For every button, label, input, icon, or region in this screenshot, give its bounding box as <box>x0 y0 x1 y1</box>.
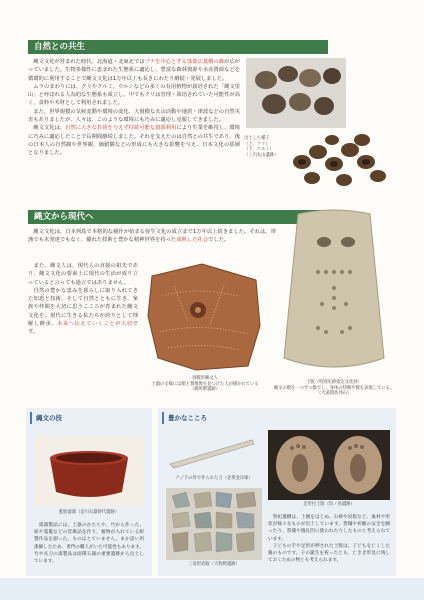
lacquer-caption: 藍胎漆器（是川石器時代遺跡） <box>58 510 120 515</box>
section1-para3: また、世界規模の気候変動や環境の変化、大規模な火山活動や地震・津波などの自然災害もありましたが、人々は、このような環境にも巧みに適応し克服してきました。 <box>28 108 240 124</box>
footprint-plates-caption: 足形付土版（垣ノ島遺跡） <box>303 502 355 507</box>
panel-title: 縄文の技 <box>30 412 62 424</box>
section-title: 自然との共生 <box>34 42 86 52</box>
pottery-caption: 羽幌形縄文人 土器の文様には顔と想像像を見つけた人が描かれている （御所野遺跡） <box>151 376 259 392</box>
panel-title: 豊かなこころ <box>162 412 207 424</box>
clay-tablet-photo <box>278 208 390 376</box>
stone-tablets-caption: 三角形岩版（大牧野遺跡） <box>188 562 240 567</box>
section1-para1-b: が広がっていました。生物多様性に恵まれた生態系に適応し、豊富な森林資源や水産資源などを循環的に利用することで縄文文化は1万年以上も長きにわたり継続・発展しました。 <box>28 59 240 82</box>
pottery-fragment-photo <box>144 262 264 372</box>
section2-para1-highlight: 成熟した社会 <box>176 237 209 244</box>
whale-bone-caption: クジラの骨で作られた刀（北黄金貝塚） <box>175 476 253 481</box>
whale-bone-blade-photo <box>166 434 258 474</box>
section1-para4-highlight: 自然に大きな負荷を与えず持続可能な資源利用 <box>65 125 177 132</box>
seeds-chestnut-photo <box>246 58 346 128</box>
section1-para4-a: 縄文文化は、 <box>28 125 66 132</box>
panel-jomon-technique <box>26 408 152 576</box>
section1-para4-b: により生業を維持し、環境に巧みに適応したことで長期間継続しました。それを支えたのは自然との共生であり、後の日本人の自然観や世界観、価値観などの形成にも大きな影響を与え、日本文化の基層となりました。 <box>28 125 240 157</box>
section-header-nature <box>28 40 328 54</box>
clay-tablet-caption: 土版（特別史跡指定文化財） 縄文の数を一つずつ数でし、身体の特徴や数を表現している。 （大湯環状列石） <box>273 380 395 396</box>
panel-rich-spirit <box>158 408 396 576</box>
section2-para3-end: です。 <box>28 321 138 336</box>
footer-band <box>0 578 424 600</box>
section2-body <box>28 262 138 337</box>
section1-body <box>28 58 240 158</box>
stone-tablets-photo <box>166 488 262 560</box>
lacquer-vessel-photo <box>34 436 144 506</box>
seeds-walnut-photo <box>288 130 388 188</box>
section2-para1-a: 縄文文化は、日本列島で本格的な稲作が始まる弥生文化の成立まで1万年以上続きました。それは、帯漁でも未発達でもなく、優れた技術と豊かな精神世界を持った <box>28 229 276 244</box>
panel-left-body: 漆器製品には、土器のかたちや、竹から作った、紐や篭籠などの装飾品を作り、植物が入れている組製作品を創った。ものはとていません。まか語い用漆細したため、専門の職人がいた可能性もあります。竹や長刀の漆製品は面積石器の重要遺跡から出土しています。 <box>34 523 144 565</box>
section2-para3: 自然の豊かな恵みを暮らしに取り入れてきた知恵と技術、そして自然とともに生き、家族や仲間を大切に思うこころが育まれた縄文文化を、現代に生きる私たちが誇りとして理解し継承、 <box>28 287 138 328</box>
panel-right-body: 祭祀遺構は、土偶をはじめ、石棒や岩版など、素材や形状が様々なものが出土しています。豊穣や祈願の安全を願ったり、祭儀や儀礼的に使われたりしたものと考えられています。 子どもの手や足形が押された土版は、子どもを亡くした親のものです。子の誕生を祝ったとも、亡きき形見に残しておくための物とも考えられます。 <box>268 515 390 564</box>
section1-para1-highlight: ブナを中心とする落葉広葉樹の森 <box>144 59 225 65</box>
section-title: 縄文から現代へ <box>34 212 94 222</box>
footprint-plates-photo <box>268 430 390 500</box>
section1-para2: ムラのまわりには、クリやクルミ、ウルシなどの多くの有用植物が栽培された「縄文里山」と呼ばれる人為的な生態系も成立し、中でもクリは管理・栽培されていた可能性が高く、食料や木材として利用されました。 <box>28 83 240 107</box>
seeds-caption: 出土した種子 （上：クリ） （下：クルミ） （三内丸山遺跡） <box>244 136 279 158</box>
section2-intro <box>28 228 276 245</box>
section2-para2: また、縄文人は、現代人の直接の祖先であり、縄文文化の要素上に現代の生活が成り立っていると言っても過言ではありません。 <box>28 263 138 286</box>
section2-para3-highlight: 未来へ伝えていくことが大切 <box>57 321 133 328</box>
section2-para1-b: でした。 <box>208 237 230 244</box>
section1-para1-a: 縄文文化が営まれた時代、北海道・北東北では <box>28 59 145 65</box>
